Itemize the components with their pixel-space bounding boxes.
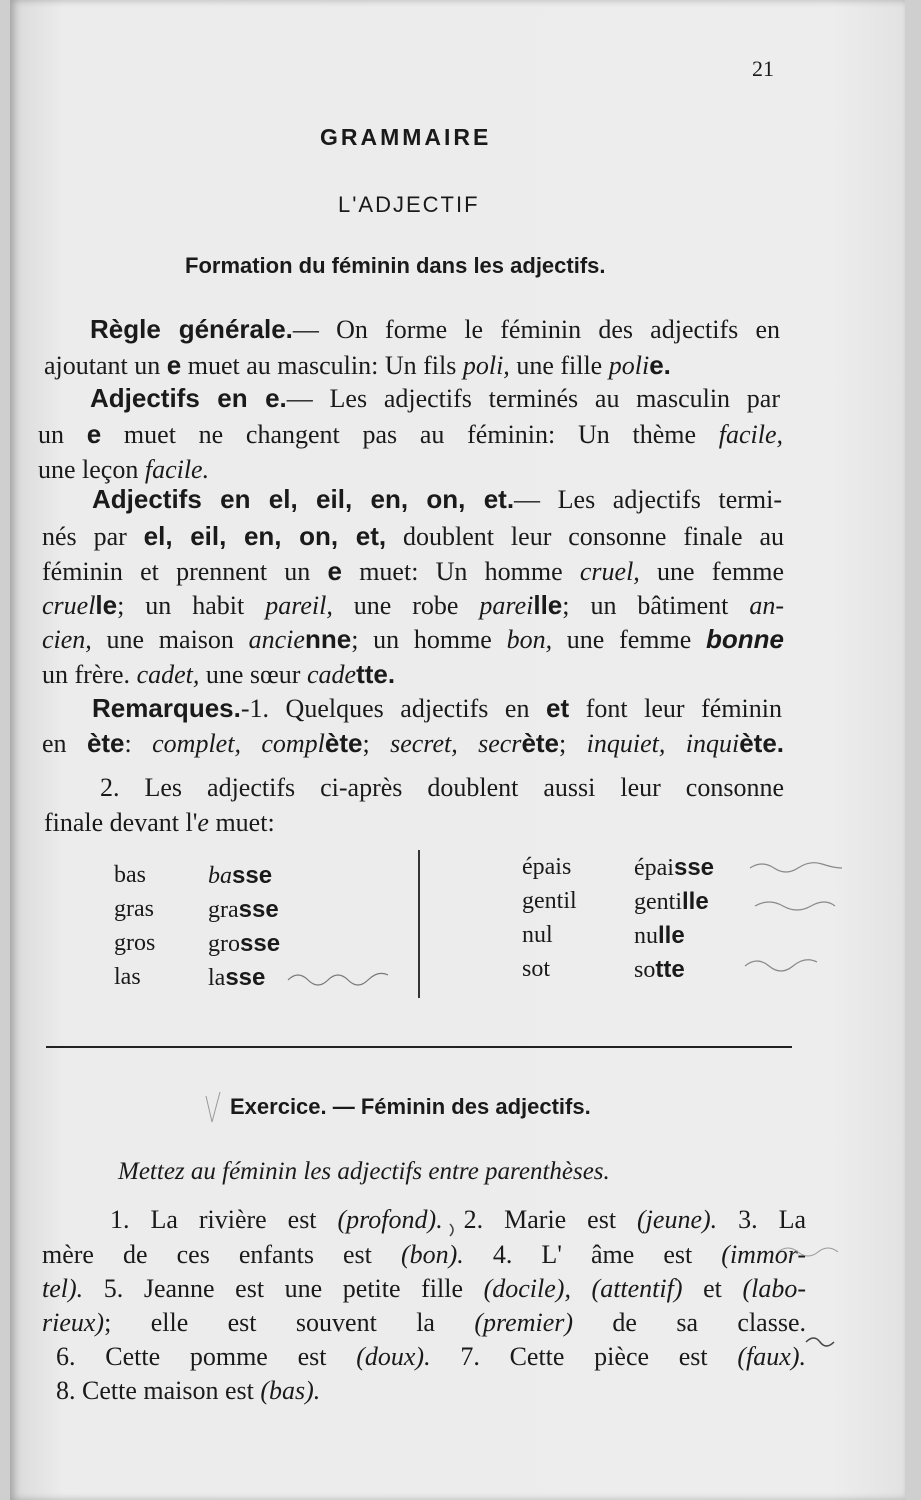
table-right-m-3: sot — [522, 956, 551, 982]
rule-el-line2: nés par el, eil, en, on, et, doublent leur consonne finale au — [42, 521, 784, 551]
heading: GRAMMAIRE — [320, 124, 492, 150]
table-right-m-1: gentil — [522, 888, 577, 914]
rule-label: Règle générale. — [90, 314, 293, 344]
table-left-m-3: las — [114, 964, 141, 990]
exercise-line2: mère de ces enfants est (bon). 4. L' âme est (immor- — [42, 1240, 806, 1269]
pencil-scribble — [288, 973, 388, 985]
table-right-f-3: sotte — [634, 956, 685, 983]
pencil-annotations — [10, 0, 905, 1500]
ink-mark — [806, 1338, 834, 1346]
remarques-line2: en ète: complet, complète; secret, secrète; inquiet, inquiète. — [42, 728, 785, 758]
rule-el-line6: un frère. cadet, une sœur cadette. — [42, 659, 396, 689]
ink-mark — [450, 1224, 453, 1236]
remarques-line1: Remarques.-1. Quelques adjectifs en et font leur féminin — [92, 693, 782, 723]
table-left-f-0: basse — [208, 862, 273, 889]
rule-en-e-line3: une leçon facile. — [38, 455, 210, 484]
pencil-scribble — [745, 960, 817, 971]
table-right-m-2: nul — [522, 922, 553, 948]
section-title: Formation du féminin dans les adjectifs. — [185, 253, 606, 278]
subheading: L'ADJECTIF — [338, 192, 480, 217]
exercise-line1: 1. La rivière est (profond). 2. Marie est (jeune). 3. La — [110, 1205, 806, 1234]
page-number: 21 — [752, 56, 774, 81]
exercise-line6: 8. Cette maison est (bas). — [56, 1376, 321, 1405]
rule-el-line3: féminin et prennent un e muet: Un homme cruel, une femme — [42, 556, 784, 586]
exercise-line5: 6. Cette pomme est (doux). 7. Cette pièce est (faux). — [56, 1342, 806, 1371]
exercise-instruction: Mettez au féminin les adjectifs entre parenthèses. — [118, 1158, 610, 1185]
rule-label: Adjectifs en el, eil, en, on, et. — [92, 484, 515, 514]
table-right-m-0: épais — [522, 854, 572, 880]
exercise-title: Exercice. — Féminin des adjectifs. — [230, 1094, 591, 1119]
rule-en-e-line2: un e muet ne changent pas au féminin: Un thème facile, — [38, 419, 784, 449]
table-left-m-1: gras — [114, 896, 154, 922]
rule-generale-line2: ajoutant un e muet au masculin: Un fils poli, une fille polie. — [44, 350, 671, 380]
pencil-scribble — [778, 1248, 838, 1256]
table-left-f-3: lasse — [208, 964, 266, 991]
rule-label: Adjectifs en e. — [90, 383, 287, 413]
table-right-f-2: nulle — [634, 922, 685, 949]
pencil-checkmark — [206, 1092, 220, 1122]
remarques-line4: finale devant l'e muet: — [44, 808, 275, 837]
exercise-line3: tel). 5. Jeanne est une petite fille (docile), (attentif) et (labo- — [42, 1274, 807, 1303]
exercise-line4: rieux); elle est souvent la (premier) de sa classe. — [42, 1308, 806, 1337]
rule-en-e-line1: Adjectifs en e.— Les adjectifs terminés au masculin par — [90, 383, 780, 413]
pencil-scribble — [750, 863, 842, 872]
table-left-m-0: bas — [114, 862, 146, 888]
remarques-line3: 2. Les adjectifs ci-après doublent aussi leur consonne — [100, 773, 784, 802]
table-left-f-2: grosse — [208, 930, 281, 957]
table-right-f-1: gentille — [634, 888, 709, 915]
remarques-label: Remarques. — [92, 693, 241, 723]
table-left-m-2: gros — [114, 930, 156, 956]
table-left-f-1: grasse — [208, 896, 279, 923]
pencil-scribble — [755, 902, 835, 910]
table-right-f-0: épaisse — [634, 854, 715, 881]
book-page — [10, 0, 905, 1500]
rule-el-line5: cien, une maison ancienne; un homme bon, une femme bonne — [42, 624, 784, 654]
rule-el-line4: cruelle; un habit pareil, une robe pareille; un bâtiment an- — [42, 590, 784, 620]
rule-el-line1: Adjectifs en el, eil, en, on, et.— Les adjectifs termi- — [92, 484, 782, 514]
rule-generale-line1: Règle générale.— On forme le féminin des adjectifs en — [90, 314, 780, 344]
